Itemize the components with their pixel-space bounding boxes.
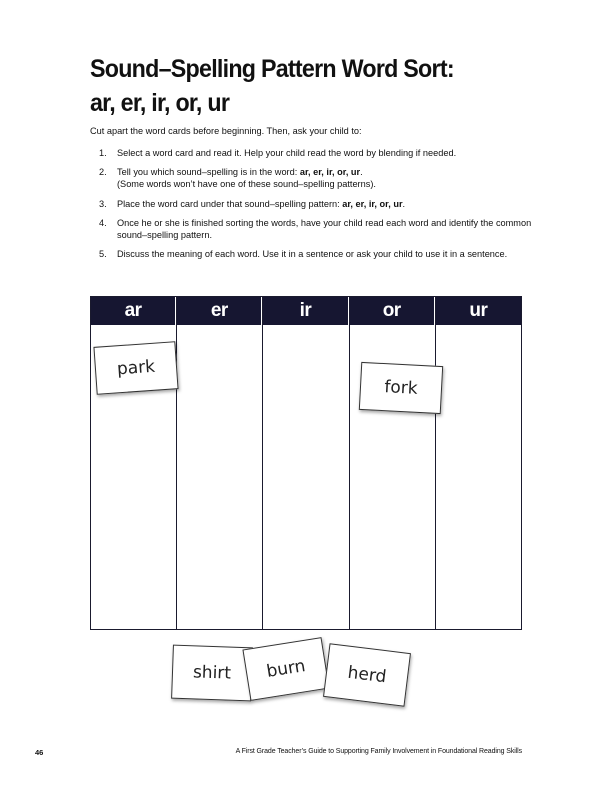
column-header: er bbox=[177, 297, 262, 325]
word-card-label: park bbox=[116, 356, 156, 380]
instruction-step bbox=[99, 167, 539, 191]
step-text-part: Once he or she is finished sorting the words, have your child read each word and identify the common sound–spelling pattern. bbox=[117, 217, 532, 240]
step-text-bold: ar, er, ir, or, ur bbox=[342, 198, 403, 209]
column-header: ar bbox=[91, 297, 176, 325]
word-card-burn[interactable] bbox=[242, 637, 329, 701]
step-text-part: Select a word card and read it. Help your child read the word by blending if needed. bbox=[117, 148, 457, 158]
sort-column-ur bbox=[436, 297, 521, 629]
step-text bbox=[117, 199, 539, 211]
step-text-part: . bbox=[402, 198, 406, 209]
step-number: 5. bbox=[99, 249, 107, 260]
step-text bbox=[117, 249, 539, 261]
word-card-herd[interactable] bbox=[323, 643, 411, 707]
instruction-step bbox=[99, 199, 539, 211]
step-text-part: Discuss the meaning of each word. Use it in a sentence or ask your child to use it in a sentence. bbox=[117, 249, 508, 260]
step-text-bold: ar, er, ir, or, ur bbox=[299, 167, 361, 178]
column-drop-area[interactable] bbox=[436, 325, 521, 629]
word-card-label: burn bbox=[265, 656, 307, 682]
word-card-label: herd bbox=[346, 662, 388, 688]
step-text bbox=[117, 148, 539, 160]
column-drop-area[interactable] bbox=[177, 325, 262, 629]
step-number: 4. bbox=[99, 217, 107, 228]
intro-text: Cut apart the word cards before beginning. Then, ask your child to: bbox=[90, 126, 362, 136]
page-title bbox=[90, 52, 454, 120]
step-text-part: Place the word card under that sound–spelling pattern: bbox=[117, 198, 343, 209]
instruction-step bbox=[99, 218, 539, 242]
word-card-label: fork bbox=[383, 377, 419, 399]
step-text bbox=[117, 218, 539, 242]
column-header: or bbox=[350, 297, 435, 325]
word-card-label: shirt bbox=[192, 662, 232, 684]
step-text-part: (Some words won’t have one of these sound–spelling patterns). bbox=[117, 179, 376, 190]
word-card-park[interactable] bbox=[93, 341, 178, 395]
step-text bbox=[117, 167, 539, 191]
step-number: 2. bbox=[99, 167, 107, 178]
word-card-fork[interactable] bbox=[359, 362, 443, 414]
column-drop-area[interactable] bbox=[263, 325, 348, 629]
instruction-list bbox=[99, 148, 539, 269]
column-header: ir bbox=[263, 297, 348, 325]
sort-column-ir bbox=[263, 297, 349, 629]
step-number: 1. bbox=[99, 148, 107, 158]
title-line-2: ar, er, ir, or, ur bbox=[90, 89, 230, 117]
word-card-shirt[interactable] bbox=[171, 645, 253, 702]
sort-column-or bbox=[350, 297, 436, 629]
page-number: 46 bbox=[35, 748, 44, 757]
sort-column-er bbox=[177, 297, 263, 629]
instruction-step bbox=[99, 249, 539, 261]
step-number: 3. bbox=[99, 198, 107, 209]
running-footer: A First Grade Teacher’s Guide to Supporting Family Involvement in Foundational Reading Skills bbox=[235, 748, 522, 755]
instruction-step bbox=[99, 148, 539, 160]
column-header: ur bbox=[436, 297, 521, 325]
step-text-part: . bbox=[360, 167, 363, 178]
step-text-part: Tell you which sound–spelling is in the word: bbox=[117, 167, 300, 178]
title-line-1: Sound–Spelling Pattern Word Sort: bbox=[90, 55, 454, 83]
